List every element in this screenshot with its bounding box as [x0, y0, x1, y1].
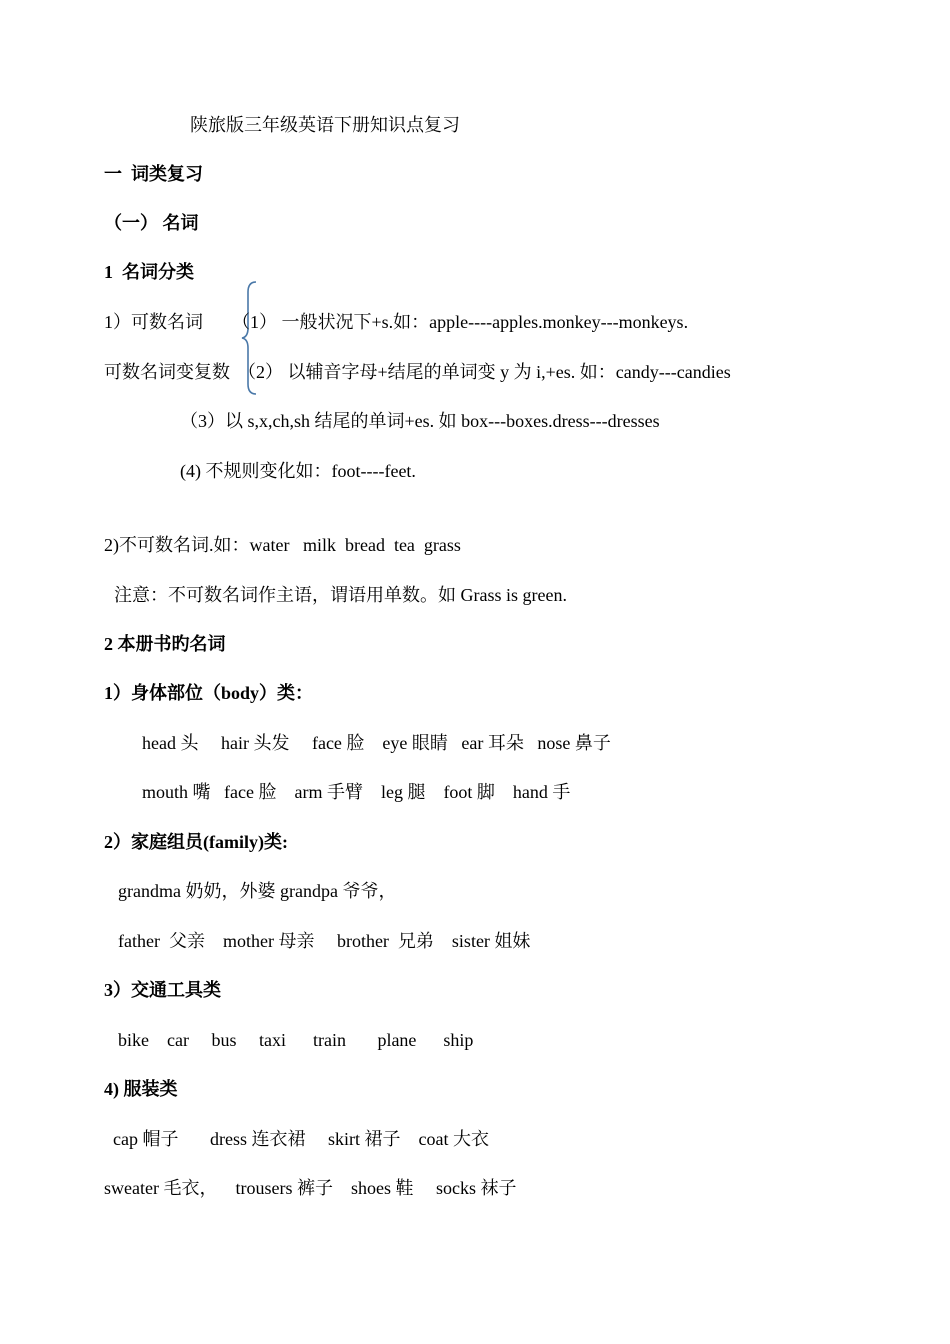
uncountable-nouns: 2)不可数名词.如：water milk bread tea grass [104, 535, 461, 555]
heading-book-nouns: 2 本册书旳名词 [104, 634, 226, 654]
plural-rule-label: 可数名词变复数 [104, 362, 230, 382]
section-heading-word-class: 一 词类复习 [104, 164, 203, 184]
family-line-2: father 父亲 mother 母亲 brother 兄弟 sister 姐妹 [118, 931, 531, 951]
body-parts-line-1: head 头 hair 头发 face 脸 eye 眼睛 ear 耳朵 nose 鼻子 [142, 733, 611, 753]
plural-rule-1: （1） 一般状况下+s.如：apple----apples.monkey---monkeys. [232, 312, 689, 332]
countable-noun-label: 1）可数名词 [104, 312, 203, 332]
plural-rule-4: (4) 不规则变化如：foot----feet. [180, 461, 416, 481]
clothes-line-2: sweater 毛衣， trousers 裤子 shoes 鞋 socks 袜子 [104, 1178, 517, 1198]
document-title: 陕旅版三年级英语下册知识点复习 [190, 115, 460, 135]
uncountable-note: 注意：不可数名词作主语，谓语用单数。如 Grass is green. [114, 585, 567, 605]
transport-line: bike car bus taxi train plane ship [118, 1030, 474, 1050]
clothes-heading: 4) 服装类 [104, 1079, 178, 1099]
clothes-line-1: cap 帽子 dress 连衣裙 skirt 裙子 coat 大衣 [113, 1129, 489, 1149]
heading-noun-classification: 1 名词分类 [104, 262, 194, 282]
body-parts-heading: 1）身体部位（body）类： [104, 683, 314, 703]
body-parts-line-2: mouth 嘴 face 脸 arm 手臂 leg 腿 foot 脚 hand 手 [142, 782, 571, 802]
plural-rule-2: （2） 以辅音字母+结尾的单词变 y 为 i,+es. 如：candy---candies [238, 362, 731, 382]
family-line-1: grandma 奶奶，外婆 grandpa 爷爷， [118, 881, 397, 901]
plural-rule-3: （3）以 s,x,ch,sh 结尾的单词+es. 如 box---boxes.dress---dresses [180, 411, 660, 431]
family-heading: 2）家庭组员(family)类: [104, 832, 288, 852]
subsection-heading-nouns: （一） 名词 [104, 213, 199, 233]
transport-heading: 3）交通工具类 [104, 980, 221, 1000]
